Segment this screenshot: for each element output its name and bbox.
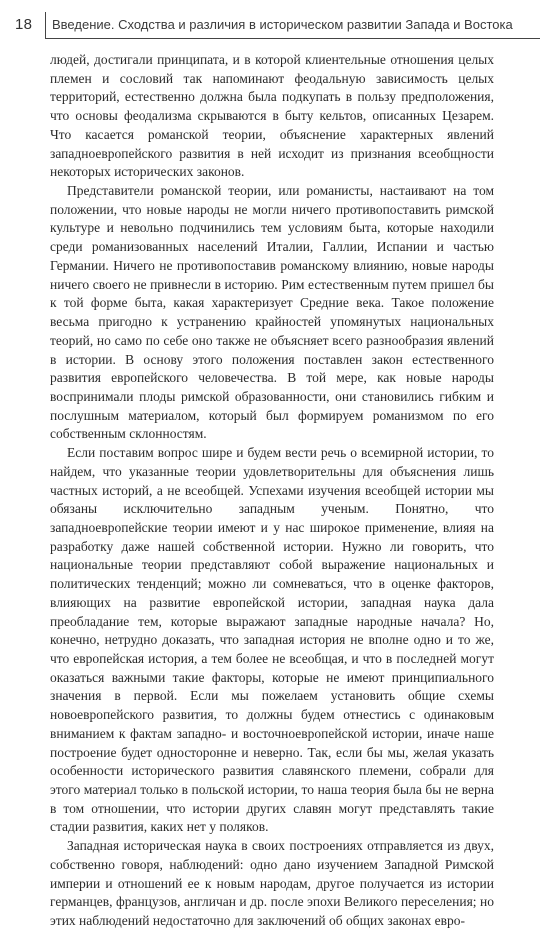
page-header [0, 12, 540, 36]
paragraph-3: Если поставим вопрос шире и будем вести речь о всемирной истории, то найдем, что указанные теории удовлетворительны для объяснения лишь частных историй, а не всеобщей. Успехами изучения всеобщей истории мы обязаны исключительно западным ученым. Понятно, что западноевропейские теории имеют и у нас широкое применение, влияя на разработку даже нашей собственной истории. Нужно ли говорить, что национальные теории представляют собой выражение национальных и политических тенденций; можно ли сомневаться, что в оценке факторов, влияющих на развитие европейской истории, западная наука дала преобладание тем, которые выражают западные народные начала? Но, конечно, нетрудно доказать, что западная история не вполне одно и то же, что европейская история, а тем более не всеобщая, и что в последней могут оказаться важными такие факторы, которые не имеют принципиального значения в первой. Если мы пожелаем установить общие схемы новоевропейского развития, то должны будем отнестись с одинаковым вниманием к фактам западно- и восточноевропейской истории, иначе наше построение будет односторонне и неверно. Так, если бы мы, желая указать особенности исторического развития славянского племени, собрали для этого материал только в польской истории, то наша теория была бы не верна в том отношении, что истории других славян могут представлять такие стадии развития, каких нет у поляков. [50, 445, 494, 835]
paragraph-2: Представители романской теории, или романисты, настаивают на том положении, что новые народы не могли ничего противопоставить римской культуре и невольно подчинились тем условиям быта, которые находили среди романизованных населений Италии, Галлии, Испании и частью Германии. Ничего не противопоставив романскому влиянию, новые народы ничего своего не привнесли в историю. Рим естественным путем пришел бы к той форме быта, какая характеризует Средние века. Такое положение весьма пригодно к устранению крайностей упомянутых национальных теорий, но само по себе оно также не объясняет всего разнообразия явлений в истории. В основу этого положения поставлен закон естественного развития европейского человечества. В той мере, как новые народы воспринимали плоды римской образованности, они становились гибким и послушным материалом, который был формируем романизмом по его собственным склонностям. [50, 183, 494, 442]
header-vertical-rule [45, 12, 46, 39]
paragraph-4: Западная историческая наука в своих построениях отправляется из двух, собственно говоря, наблюдений: одно дано изучением Западной Римской империи и отношений ее к новым народам, другое получается из истории германцев, французов, англичан и др. после эпохи Великого переселения; но этих наблюдений недостаточно для заключений об общих законах евро- [50, 838, 494, 929]
body-text [50, 51, 494, 931]
header-horizontal-rule [45, 38, 540, 39]
running-title: Введение. Сходства и различия в историческом развитии Запада и Востока [52, 17, 513, 32]
paragraph-1: людей, достигали принципата, и в которой клиентельные отношения целых племен и сословий так напоминают феодальную зависимость целых территорий, естественно должна была подкупать в пользу предположения, что основы феодализма скрываются в быту кельтов, описанных Цезарем. Что касается романской теории, объяснение характерных явлений западноевропейского развития в ней исходит из признания всеобщности некоторых исторических законов. [50, 52, 494, 180]
page-number: 18 [15, 16, 33, 33]
